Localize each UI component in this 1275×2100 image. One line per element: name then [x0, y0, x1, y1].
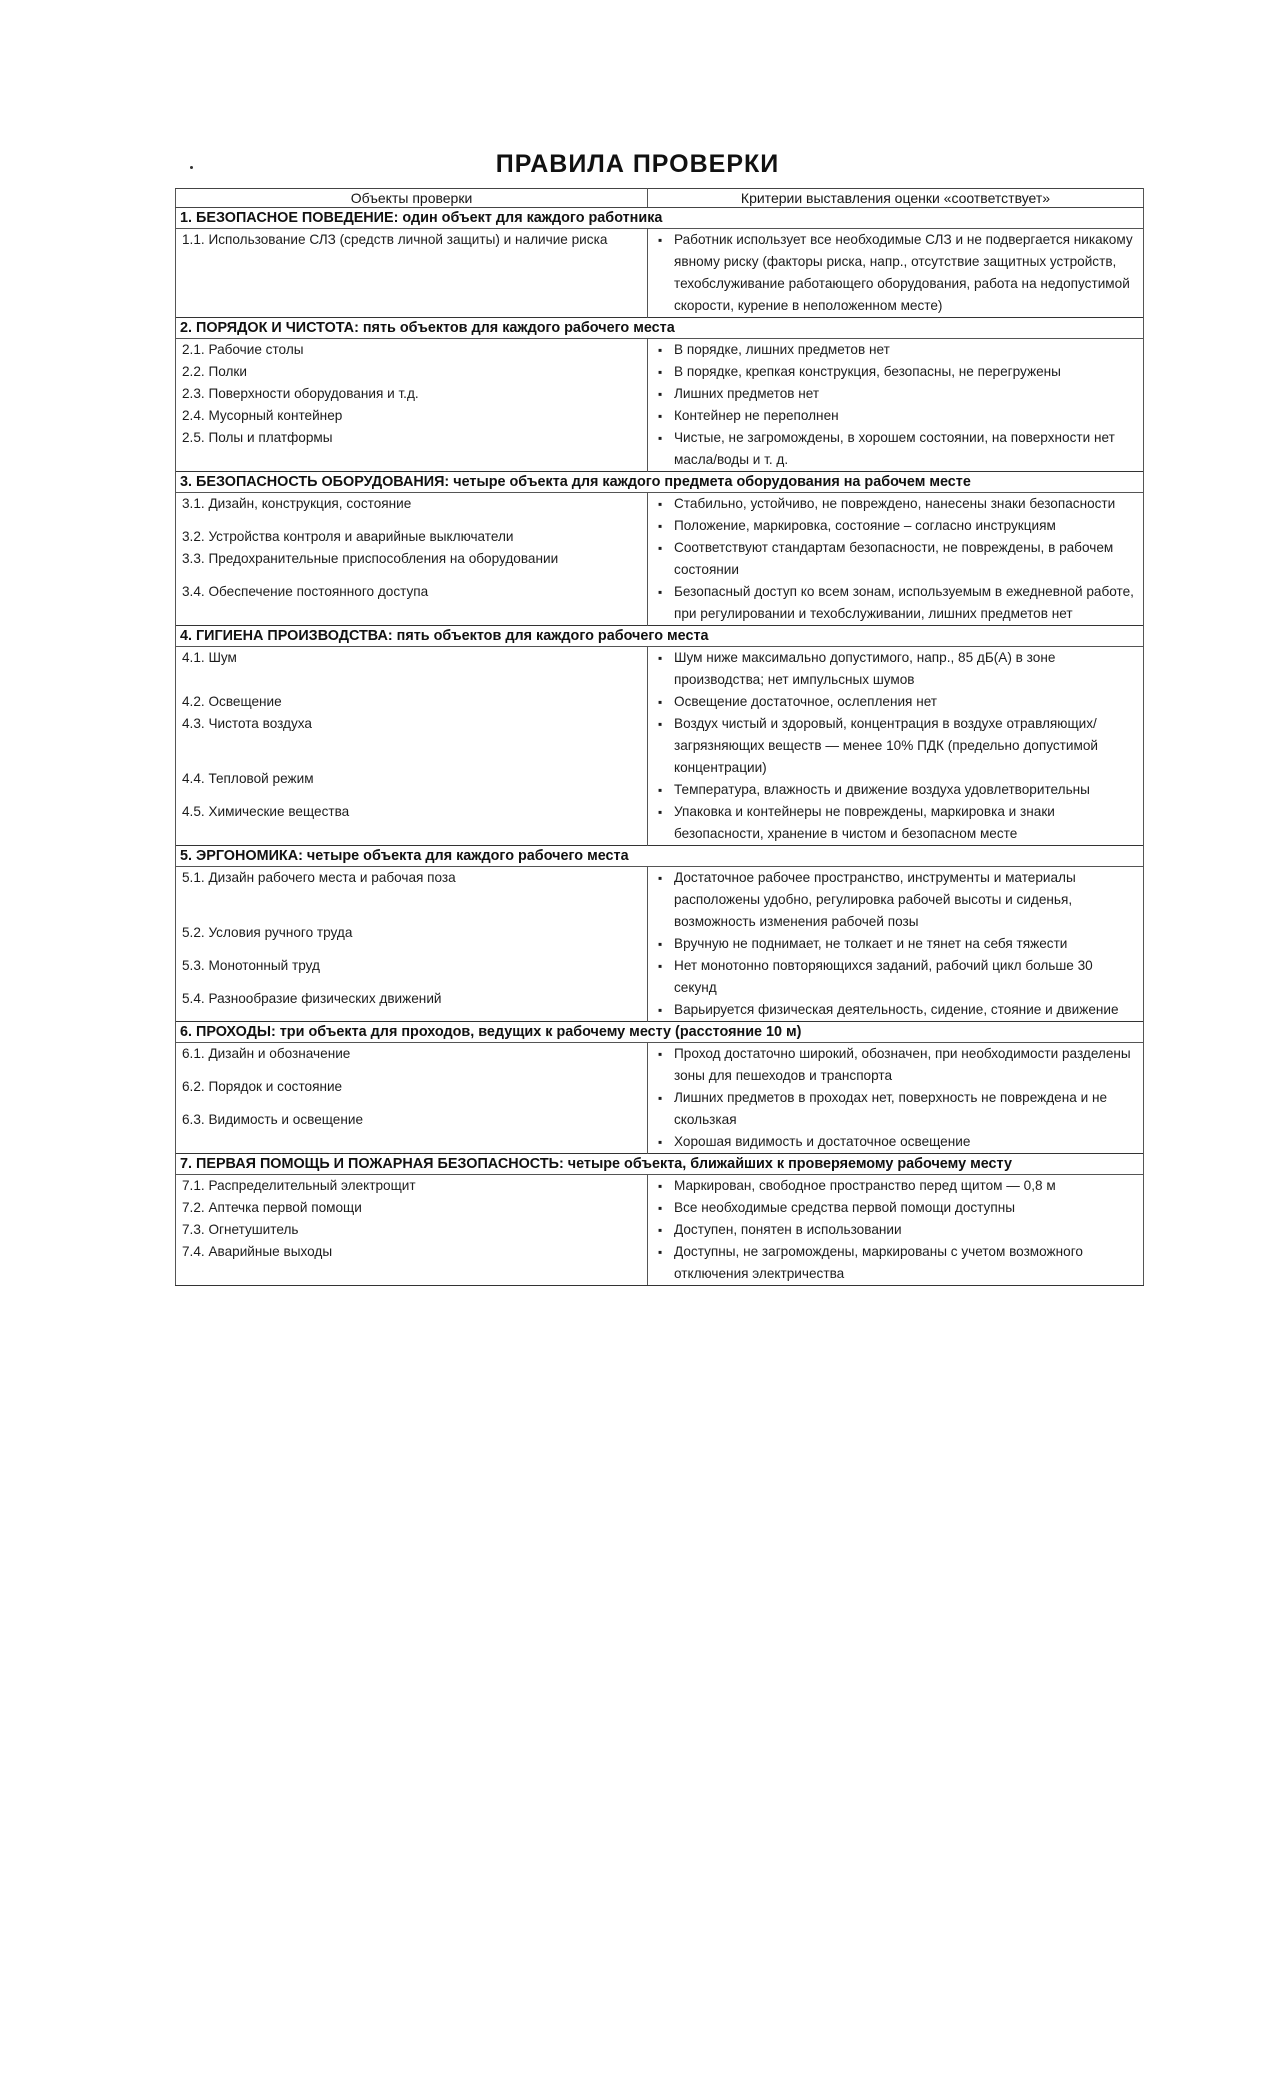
- objects-cell: [176, 1043, 648, 1154]
- page-title: ПРАВИЛА ПРОВЕРКИ: [495, 150, 780, 178]
- criterion-item: ▪ Безопасный доступ ко всем зонам, используемым в ежедневной работе, при регулировании и техобслуживании, лишних предметов нет: [654, 581, 1139, 625]
- header-criteria: Критерии выставления оценки «соответствует»: [648, 189, 1144, 208]
- criterion-item: ▪ Соответствуют стандартам безопасности, не повреждены, в рабочем состоянии: [654, 537, 1139, 581]
- object-item: 5.2. Условия ручного труда: [182, 925, 353, 940]
- section-heading-row: [176, 626, 1144, 647]
- criteria-cell: [648, 229, 1144, 318]
- section-body-row: [176, 1043, 1144, 1154]
- object-item: 2.2. Полки: [182, 364, 247, 379]
- section-body-row: [176, 339, 1144, 472]
- object-item: 7.2. Аптечка первой помощи: [182, 1200, 362, 1215]
- objects-cell: [176, 493, 648, 626]
- object-item: 4.4. Тепловой режим: [182, 771, 314, 786]
- object-item: 7.3. Огнетушитель: [182, 1222, 299, 1237]
- section-heading-4: 4. ГИГИЕНА ПРОИЗВОДСТВА: пять объектов для каждого рабочего места: [176, 626, 1144, 647]
- criterion-item: ▪ Вручную не поднимает, не толкает и не тянет на себя тяжести: [654, 933, 1139, 955]
- object-item: 4.5. Химические вещества: [182, 804, 350, 819]
- criterion-item: ▪ В порядке, лишних предметов нет: [654, 339, 1139, 361]
- criterion-item: ▪ Проход достаточно широкий, обозначен, при необходимости разделены зоны для пешеходов и транспорта: [654, 1043, 1139, 1087]
- criteria-cell: [648, 493, 1144, 626]
- section-body-row: [176, 1175, 1144, 1286]
- criterion-item: ▪ Освещение достаточное, ослепления нет: [654, 691, 1139, 713]
- object-item: 4.1. Шум: [182, 650, 237, 665]
- section-heading-5: 5. ЭРГОНОМИКА: четыре объекта для каждого рабочего места: [176, 846, 1144, 867]
- criterion-item: ▪ Маркирован, свободное пространство перед щитом — 0,8 м: [654, 1175, 1139, 1197]
- objects-cell: [176, 1175, 648, 1286]
- criterion-item: ▪ Нет монотонно повторяющихся заданий, рабочий цикл больше 30 секунд: [654, 955, 1139, 999]
- object-item: 3.4. Обеспечение постоянного доступа: [182, 584, 429, 599]
- object-item: 4.3. Чистота воздуха: [182, 716, 312, 731]
- objects-cell: [176, 229, 648, 318]
- inspection-rules-table: [175, 188, 1144, 1286]
- section-body-row: [176, 229, 1144, 318]
- criteria-cell: [648, 1043, 1144, 1154]
- criteria-cell: [648, 339, 1144, 472]
- section-heading-row: [176, 1154, 1144, 1175]
- objects-cell: [176, 339, 648, 472]
- section-body-row: [176, 867, 1144, 1022]
- section-heading-row: [176, 318, 1144, 339]
- section-heading-row: [176, 1022, 1144, 1043]
- objects-cell: [176, 647, 648, 846]
- object-item: 2.5. Полы и платформы: [182, 430, 333, 445]
- object-item: 5.1. Дизайн рабочего места и рабочая поза: [182, 870, 456, 885]
- criterion-item: ▪ Доступен, понятен в использовании: [654, 1219, 1139, 1241]
- object-item: 7.1. Распределительный электрощит: [182, 1178, 416, 1193]
- criterion-item: ▪ Варьируется физическая деятельность, сидение, стояние и движение: [654, 999, 1139, 1021]
- object-item: 2.3. Поверхности оборудования и т.д.: [182, 386, 419, 401]
- criterion-item: ▪ В порядке, крепкая конструкция, безопасны, не перегружены: [654, 361, 1139, 383]
- criteria-cell: [648, 1175, 1144, 1286]
- table-header-row: [176, 189, 1144, 208]
- criterion-item: ▪ Шум ниже максимально допустимого, напр., 85 дБ(А) в зоне производства; нет импульсных шумов: [654, 647, 1139, 691]
- criterion-item: ▪ Хорошая видимость и достаточное освещение: [654, 1131, 1139, 1153]
- criterion-item: ▪ Все необходимые средства первой помощи доступны: [654, 1197, 1139, 1219]
- criterion-item: ▪ Температура, влажность и движение воздуха удовлетворительны: [654, 779, 1139, 801]
- object-item: 3.1. Дизайн, конструкция, состояние: [182, 496, 412, 511]
- criterion-item: ▪ Лишних предметов нет: [654, 383, 1139, 405]
- section-heading-2: 2. ПОРЯДОК И ЧИСТОТА: пять объектов для каждого рабочего места: [176, 318, 1144, 339]
- criterion-item: ▪ Контейнер не переполнен: [654, 405, 1139, 427]
- criterion-item: ▪ Воздух чистый и здоровый, концентрация в воздухе отравляющих/загрязняющих веществ — менее 10% ПДК (предельно допустимой концентрации): [654, 713, 1139, 779]
- criterion-item: ▪ Работник использует все необходимые СЛЗ и не подвергается никакому явному риску (факторы риска, напр., отсутствие защитных устройств, техобслуживание работающего оборудования, работа на недопустимой скорости, курение в неположенном месте): [654, 229, 1139, 317]
- object-item: 7.4. Аварийные выходы: [182, 1244, 333, 1259]
- object-item: 2.4. Мусорный контейнер: [182, 408, 343, 423]
- criterion-item: ▪ Лишних предметов в проходах нет, поверхность не повреждена и не скользкая: [654, 1087, 1139, 1131]
- object-item: 6.2. Порядок и состояние: [182, 1079, 343, 1094]
- section-heading-row: [176, 472, 1144, 493]
- objects-cell: [176, 867, 648, 1022]
- criteria-cell: [648, 647, 1144, 846]
- object-item: 2.1. Рабочие столы: [182, 342, 304, 357]
- criteria-cell: [648, 867, 1144, 1022]
- section-body-row: [176, 493, 1144, 626]
- object-item: 1.1. Использование СЛЗ (средств личной защиты) и наличие риска: [182, 232, 608, 247]
- section-heading-1: 1. БЕЗОПАСНОЕ ПОВЕДЕНИЕ: один объект для каждого работника: [176, 208, 1144, 229]
- criterion-item: ▪ Достаточное рабочее пространство, инструменты и материалы расположены удобно, регулировка рабочей высоты и сиденья, возможность изменения рабочей позы: [654, 867, 1139, 933]
- section-heading-6: 6. ПРОХОДЫ: три объекта для проходов, ведущих к рабочему месту (расстояние 10 м): [176, 1022, 1144, 1043]
- object-item: 6.3. Видимость и освещение: [182, 1112, 364, 1127]
- object-item: 5.3. Монотонный труд: [182, 958, 320, 973]
- criterion-item: ▪ Стабильно, устойчиво, не повреждено, нанесены знаки безопасности: [654, 493, 1139, 515]
- criterion-item: ▪ Положение, маркировка, состояние – согласно инструкциям: [654, 515, 1139, 537]
- section-heading-row: [176, 208, 1144, 229]
- section-heading-7: 7. ПЕРВАЯ ПОМОЩЬ И ПОЖАРНАЯ БЕЗОПАСНОСТЬ: четыре объекта, ближайших к проверяемому рабочему месту: [176, 1154, 1144, 1175]
- criterion-item: ▪ Доступны, не загромождены, маркированы с учетом возможного отключения электричества: [654, 1241, 1139, 1285]
- object-item: 3.2. Устройства контроля и аварийные выключатели: [182, 529, 514, 544]
- section-heading-row: [176, 846, 1144, 867]
- section-heading-3: 3. БЕЗОПАСНОСТЬ ОБОРУДОВАНИЯ: четыре объекта для каждого предмета оборудования на рабочем месте: [176, 472, 1144, 493]
- object-item: 6.1. Дизайн и обозначение: [182, 1046, 351, 1061]
- criterion-item: ▪ Упаковка и контейнеры не повреждены, маркировка и знаки безопасности, хранение в чистом и безопасном месте: [654, 801, 1139, 845]
- section-body-row: [176, 647, 1144, 846]
- object-item: 5.4. Разнообразие физических движений: [182, 991, 442, 1006]
- criterion-item: ▪ Чистые, не загромождены, в хорошем состоянии, на поверхности нет масла/воды и т. д.: [654, 427, 1139, 471]
- object-item: 3.3. Предохранительные приспособления на оборудовании: [182, 551, 559, 566]
- object-item: 4.2. Освещение: [182, 694, 282, 709]
- header-objects: Объекты проверки: [176, 189, 648, 208]
